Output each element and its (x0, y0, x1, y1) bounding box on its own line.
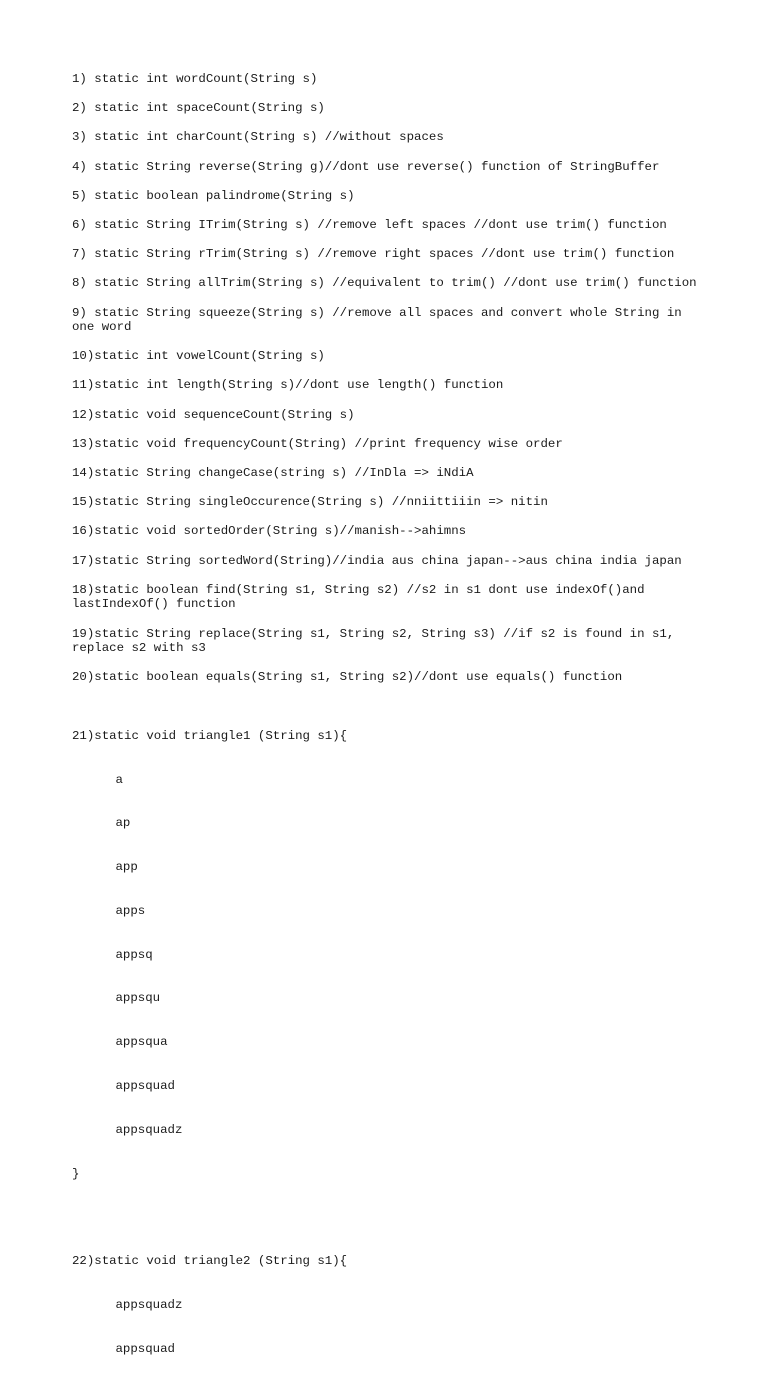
list-item: 3) static int charCount(String s) //without spaces (72, 130, 444, 145)
triangle1-close: } (72, 1166, 80, 1181)
list-item: 17)static String sortedWord(String)//india aus china japan-->aus china india japan (72, 553, 682, 568)
list-item: 12)static void sequenceCount(String s) (72, 407, 355, 422)
list-item: 16)static void sortedOrder(String s)//manish-->ahimns (72, 524, 467, 539)
list-item: 20)static boolean equals(String s1, String s2)//dont use equals() function (72, 670, 623, 685)
triangle1-line: a (115, 772, 123, 787)
triangle1-block (72, 700, 702, 1211)
list-item: 19)static String replace(String s1, String s2, String s3) //if s2 is found in s1, replace s2 with s3 (72, 626, 682, 656)
document-page (72, 72, 702, 1400)
list-item: 5) static boolean palindrome(String s) (72, 188, 355, 203)
triangle1-line: appsquad (115, 1078, 175, 1093)
list-item: 15)static String singleOccurence(String s) //nniittiiin => nitin (72, 495, 548, 510)
triangle1-line: appsquadz (115, 1122, 183, 1137)
triangle1-line: apps (115, 903, 146, 918)
list-item: 6) static String ITrim(String s) //remove left spaces //dont use trim() function (72, 217, 667, 232)
list-item: 10)static int vowelCount(String s) (72, 349, 325, 364)
list-item: 2) static int spaceCount(String s) (72, 101, 325, 116)
list-item: 8) static String allTrim(String s) //equivalent to trim() //dont use trim() function (72, 276, 697, 291)
triangle1-line: appsq (115, 947, 153, 962)
list-item: 1) static int wordCount(String s) (72, 72, 318, 86)
triangle1-header: 21)static void triangle1 (String s1){ (72, 728, 348, 743)
list-item: 9) static String squeeze(String s) //remove all spaces and convert whole String in one word (72, 305, 690, 335)
list-item: 11)static int length(String s)//dont use length() function (72, 378, 504, 393)
list-item: 7) static String rTrim(String s) //remove right spaces //dont use trim() function (72, 247, 675, 262)
triangle2-header: 22)static void triangle2 (String s1){ (72, 1254, 348, 1269)
triangle2-block (72, 1225, 702, 1386)
list-item: 13)static void frequencyCount(String) //print frequency wise order (72, 436, 563, 451)
list-item: 18)static boolean find(String s1, String s2) //s2 in s1 dont use indexOf()and lastIndexOf() function (72, 582, 652, 612)
triangle2-line: appsquadz (115, 1297, 183, 1312)
list-item: 4) static String reverse(String g)//dont use reverse() function of StringBuffer (72, 159, 660, 174)
list-item: 14)static String changeCase(string s) //InDla => iNdiA (72, 466, 474, 481)
triangle1-line: ap (115, 816, 131, 831)
triangle1-line: appsqua (115, 1035, 168, 1050)
triangle1-line: appsqu (115, 991, 161, 1006)
triangle1-line: app (115, 860, 138, 875)
triangle2-line: appsquad (115, 1341, 175, 1356)
